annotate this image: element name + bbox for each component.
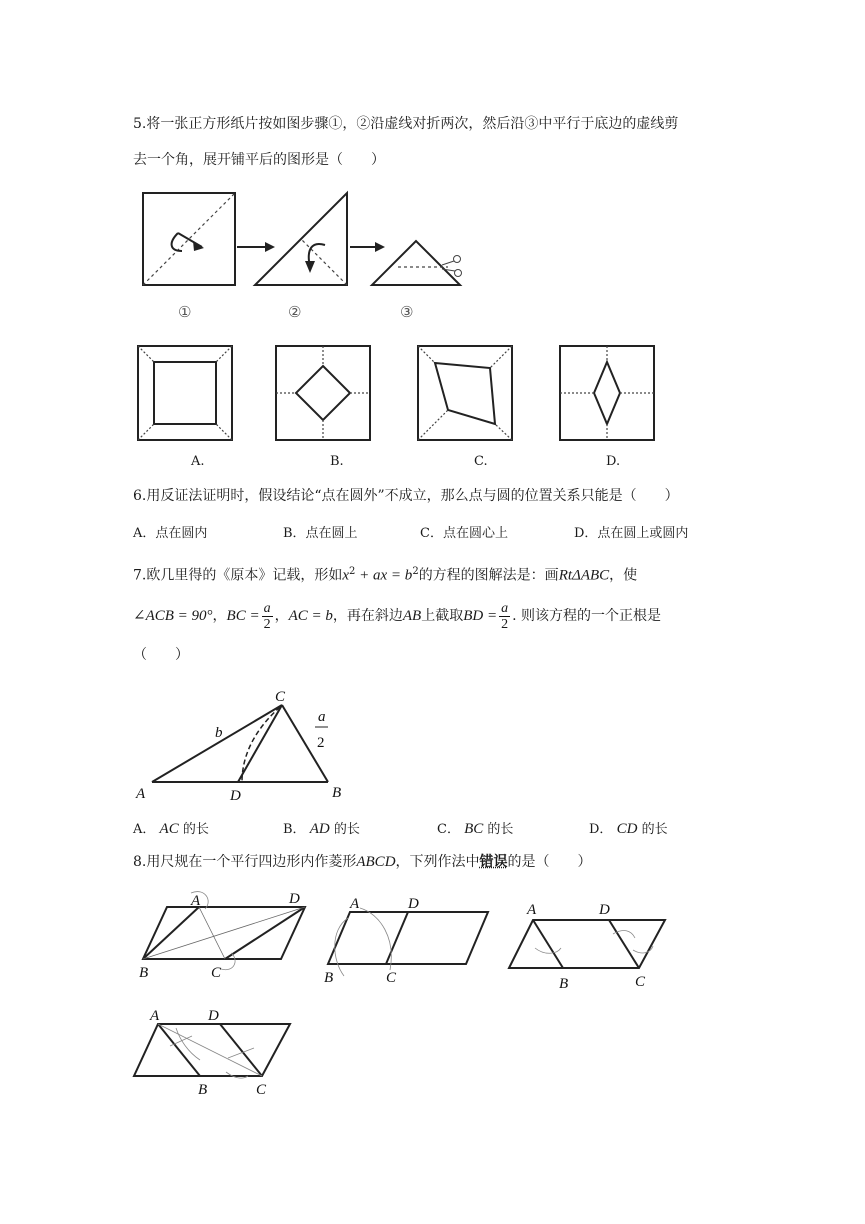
q5-option-b-figure [276,346,370,440]
q7-label-b: b [215,725,223,741]
q7-label-D: D [230,788,241,804]
q5-step-label-3: ③ [400,303,414,321]
q8-f4-label-B: B [198,1082,208,1098]
q8-figure-3 [505,890,675,990]
q8-f4-label-A: A [150,1008,160,1024]
q7-label-2: 2 [317,735,325,751]
q8-f2-label-D: D [408,896,419,912]
q7-option-d[interactable]: D． CD 的长 [589,821,668,837]
q5-option-d-label[interactable]: D. [606,454,621,469]
q7-stem-line2: ∠ACB = 90°，BC = $\frac{a}{2}$ ，AC = b，再在斜边AB上截取BD = $\frac{a}{2}$ . 则该方程的一个正根是 [133,600,661,632]
q8-figure-4 [130,1000,305,1100]
q5-stem-line2: 去一个角，展开铺平后的图形是（ ） [133,152,385,168]
q7-option-c[interactable]: C． BC 的长 [437,821,514,837]
q8-f1-label-D: D [289,891,300,907]
q7-label-A: A [136,786,146,802]
q6-option-b[interactable]: B．点在圆上 [283,526,358,541]
q8-f1-label-C: C [211,965,222,981]
q7-label-C: C [275,689,286,705]
q8-f3-label-D: D [599,902,610,918]
q5-option-c-figure [418,346,512,440]
q8-f2-label-B: B [324,970,334,986]
q5-stem-line1: 5.将一张正方形纸片按如图步骤①，②沿虚线对折两次，然后沿③中平行于底边的虚线剪 [133,116,679,132]
q5-option-a-figure [138,346,232,440]
q5-folding-steps-figure [130,185,470,330]
q6-option-c[interactable]: C．点在圆心上 [420,526,508,541]
q5-step-label-1: ① [178,303,192,321]
q7-stem-line3: （ ） [133,647,189,663]
q8-f3-label-C: C [635,974,646,990]
q8-f2-label-C: C [386,970,397,986]
q8-f1-label-A: A [191,893,201,909]
q6-option-d[interactable]: D．点在圆上或圆内 [574,526,689,541]
q5-option-d-figure [560,346,654,440]
q8-stem: 8.用尺规在一个平行四边形内作菱形ABCD，下列作法中错误的是（ ） [133,854,592,870]
q5-option-a-label[interactable]: A. [191,454,205,469]
q5-option-c-label[interactable]: C. [474,454,488,469]
q8-emphasis-wrong: 错误 [479,854,508,870]
q7-option-a[interactable]: A． AC 的长 [133,821,209,837]
q7-triangle-figure [130,685,360,805]
q8-f2-label-A: A [350,896,360,912]
q8-figure-2 [320,890,495,990]
q5-option-b-label[interactable]: B. [330,454,344,469]
q7-option-b[interactable]: B． AD 的长 [283,821,360,837]
q8-figure-1 [135,885,315,985]
q8-f4-label-C: C [256,1082,267,1098]
q8-f3-label-A: A [527,902,537,918]
q6-option-a[interactable]: A．点在圆内 [133,526,208,541]
q6-stem: 6.用反证法证明时，假设结论“点在圆外”不成立，那么点与圆的位置关系只能是（ ） [133,488,679,504]
q5-option-figures [130,338,650,443]
q8-f4-label-D: D [208,1008,219,1024]
q5-step-label-2: ② [288,303,302,321]
q8-f3-label-B: B [559,976,569,992]
q7-label-a: a [318,709,326,725]
q7-stem-line1: 7.欧几里得的《原本》记载，形如$x^2$ + ax = $b^2$的方程的图解法是：画RtΔABC，使 [133,566,638,584]
q7-label-B: B [332,785,342,801]
q8-f1-label-B: B [139,965,149,981]
